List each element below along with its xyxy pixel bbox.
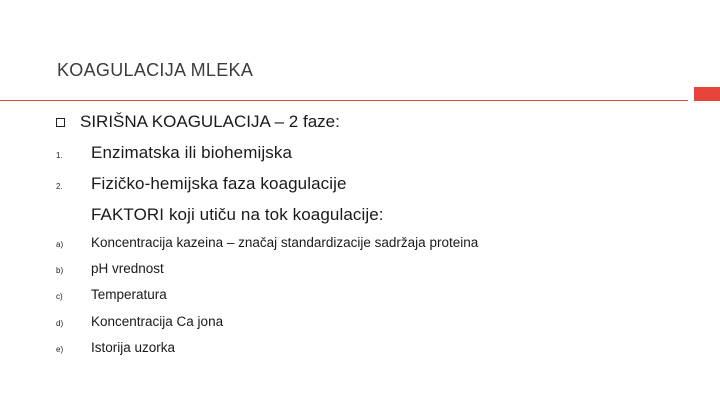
lettered-item-text: Temperatura [91,287,167,302]
checkbox-icon [56,118,65,127]
lettered-item-text: pH vrednost [91,261,164,276]
main-bullet-text: SIRIŠNA KOAGULACIJA – 2 faze: [80,112,340,131]
numbered-item-text: Enzimatska ili biohemijska [91,143,293,162]
lettered-item-marker: d) [56,319,64,328]
title-underline-accent [0,87,720,101]
lettered-item [0,235,720,255]
slide-title: KOAGULACIJA MLEKA [57,60,254,80]
lettered-item-marker: a) [56,240,64,249]
lettered-item [0,340,720,360]
lettered-item-text: Koncentracija kazeina – značaj standardizacije sadržaja proteina [91,235,479,250]
accent-tip-icon [694,87,720,101]
factors-heading-row [0,205,720,229]
lettered-item-text: Istorija uzorka [91,340,176,355]
factors-heading: FAKTORI koji utiču na tok koagulacije: [91,205,384,224]
main-bullet-row [0,112,720,136]
lettered-item-marker: e) [56,345,64,354]
lettered-item [0,287,720,307]
lettered-item [0,261,720,281]
lettered-item-text: Koncentracija Ca jona [91,314,224,329]
accent-line [0,100,688,101]
numbered-item [0,174,720,198]
numbered-item-marker: 1. [56,151,63,160]
lettered-item-marker: b) [56,266,64,275]
numbered-item [0,143,720,167]
lettered-item [0,314,720,334]
numbered-item-marker: 2. [56,182,63,191]
lettered-item-marker: c) [56,292,63,301]
numbered-item-text: Fizičko-hemijska faza koagulacije [91,174,347,193]
